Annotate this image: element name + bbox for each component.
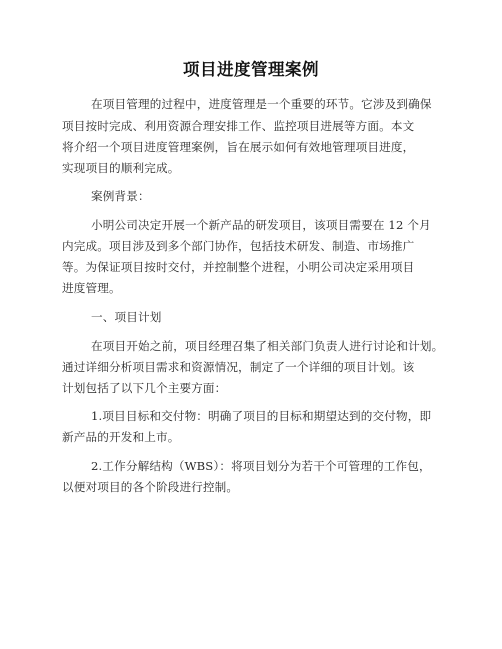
section-heading: 案例背景： <box>91 189 150 203</box>
paragraph-line: 将介绍一个项目进度管理案例，旨在展示如何有效地管理项目进度， <box>62 140 415 154</box>
list-item-line: 以便对项目的各个阶段进行控制。 <box>62 480 239 494</box>
list-item-line: 1.项目目标和交付物：明确了项目的目标和期望达到的交付物，即 <box>91 409 432 423</box>
list-item-line: 2.工作分解结构（WBS）：将项目划分为若干个可管理的工作包， <box>91 459 431 473</box>
paragraph-line: 进度管理。 <box>62 281 121 295</box>
paragraph-line: 小明公司决定开展一个新产品的研发项目，该项目需要在 12 个月 <box>91 218 431 232</box>
paragraph-line: 项目按时完成、利用资源合理安排工作、监控项目进展等方面。本文 <box>62 119 415 133</box>
paragraph-line: 内完成。项目涉及到多个部门协作，包括技术研发、制造、市场推广 <box>62 239 415 253</box>
document-title: 项目进度管理案例 <box>183 60 319 79</box>
paragraph-line: 实现项目的顺利完成。 <box>62 161 180 175</box>
paragraph-line: 通过详细分析项目需求和资源情况，制定了一个详细的项目计划。该 <box>62 360 415 374</box>
paragraph-line: 等。为保证项目按时交付，并控制整个进程，小明公司决定采用项目 <box>62 260 415 274</box>
list-item-line: 新产品的开发和上市。 <box>62 430 180 444</box>
paragraph-line: 计划包括了以下几个主要方面： <box>62 381 227 395</box>
section-heading: 一、项目计划 <box>91 310 162 324</box>
paragraph-line: 在项目开始之前，项目经理召集了相关部门负责人进行讨论和计划。 <box>91 339 444 353</box>
paragraph-line: 在项目管理的过程中，进度管理是一个重要的环节。它涉及到确保 <box>91 97 432 111</box>
